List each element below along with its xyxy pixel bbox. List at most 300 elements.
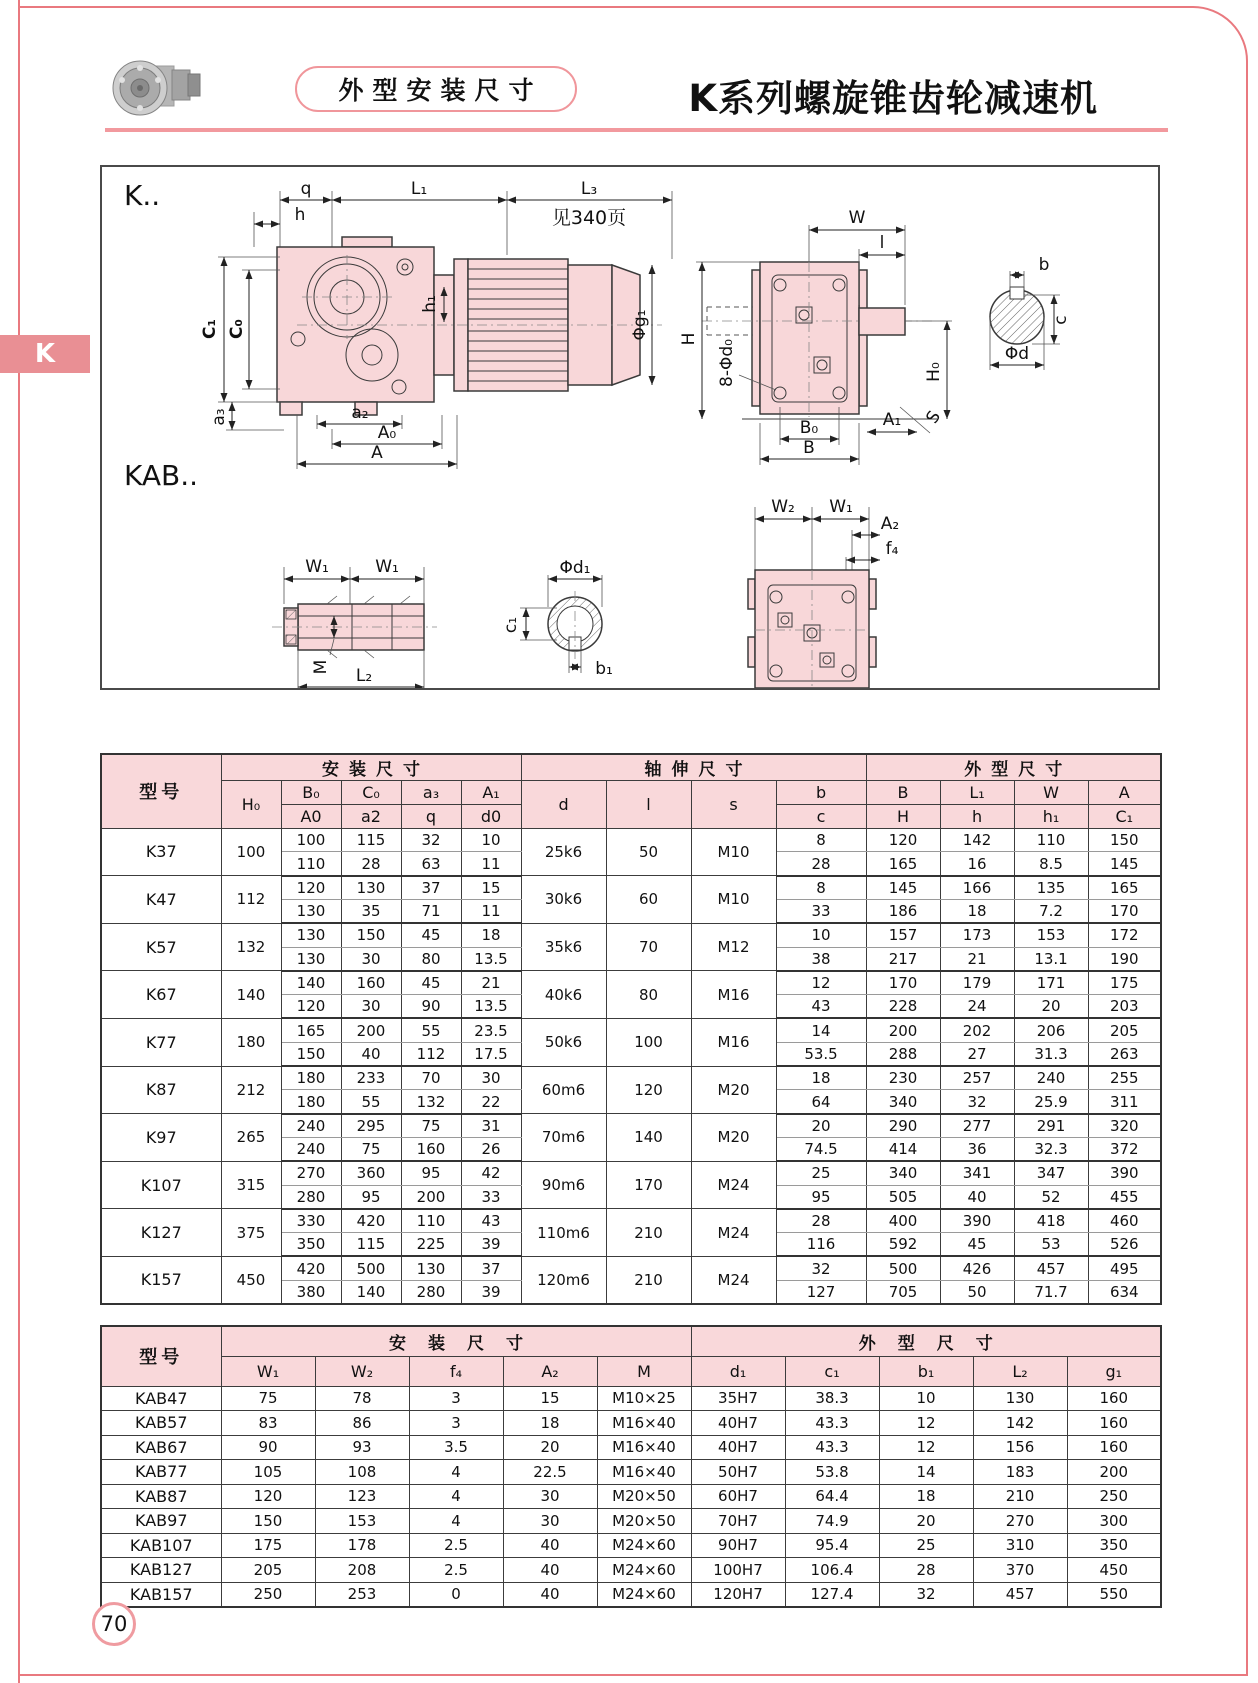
- value-cell: 4: [409, 1509, 503, 1534]
- dim-label-A1: A₁: [882, 410, 902, 430]
- col-header: l: [606, 781, 691, 829]
- value-cell: 160: [1067, 1386, 1161, 1411]
- value-cell: 60m6: [521, 1066, 606, 1114]
- value-cell: 130: [281, 923, 341, 947]
- value-cell: 311: [1088, 1090, 1161, 1114]
- col-header: C₁: [1088, 804, 1161, 828]
- value-cell: 17.5: [461, 1042, 521, 1066]
- value-cell: 20: [1014, 995, 1088, 1019]
- value-cell: 550: [1067, 1582, 1161, 1607]
- value-cell: M20×50: [597, 1484, 691, 1509]
- value-cell: 240: [1014, 1066, 1088, 1090]
- value-cell: 205: [221, 1558, 315, 1583]
- model-cell: KAB77: [101, 1460, 221, 1485]
- table-row: [101, 1435, 1161, 1460]
- value-cell: 53.8: [785, 1460, 879, 1485]
- model-cell: K67: [101, 971, 221, 1019]
- value-cell: M16: [691, 971, 776, 1019]
- value-cell: 18: [879, 1484, 973, 1509]
- value-cell: 80: [401, 947, 461, 971]
- value-cell: 0: [409, 1582, 503, 1607]
- value-cell: 414: [866, 1137, 940, 1161]
- value-cell: 7.2: [1014, 899, 1088, 923]
- dim-label-c: c: [1051, 315, 1071, 325]
- value-cell: 132: [401, 1090, 461, 1114]
- value-cell: 39: [461, 1280, 521, 1304]
- table-row: [101, 781, 1161, 805]
- value-cell: 32.3: [1014, 1137, 1088, 1161]
- dim-label-b: b: [1038, 255, 1050, 275]
- value-cell: 157: [866, 923, 940, 947]
- table-row: [101, 1161, 1161, 1185]
- value-cell: 350: [1067, 1533, 1161, 1558]
- value-cell: M24×60: [597, 1582, 691, 1607]
- technical-drawing: [102, 167, 1158, 688]
- value-cell: 32: [776, 1256, 866, 1280]
- value-cell: 37: [461, 1256, 521, 1280]
- value-cell: 43: [461, 1209, 521, 1233]
- value-cell: 25.9: [1014, 1090, 1088, 1114]
- value-cell: 160: [401, 1137, 461, 1161]
- value-cell: 200: [401, 1185, 461, 1209]
- value-cell: M16×40: [597, 1411, 691, 1436]
- table-row: [101, 1018, 1161, 1042]
- col-header: a2: [341, 804, 401, 828]
- model-cell: K37: [101, 828, 221, 876]
- value-cell: 390: [1088, 1161, 1161, 1185]
- value-cell: 288: [866, 1042, 940, 1066]
- value-cell: 210: [606, 1256, 691, 1304]
- value-cell: 2.5: [409, 1533, 503, 1558]
- value-cell: 28: [776, 1209, 866, 1233]
- value-cell: 180: [281, 1090, 341, 1114]
- value-cell: 150: [221, 1509, 315, 1534]
- value-cell: 150: [341, 923, 401, 947]
- table-row: [101, 1558, 1161, 1583]
- value-cell: 32: [940, 1090, 1014, 1114]
- value-cell: 14: [776, 1018, 866, 1042]
- value-cell: 257: [940, 1066, 1014, 1090]
- value-cell: 705: [866, 1280, 940, 1304]
- value-cell: 2.5: [409, 1558, 503, 1583]
- value-cell: 112: [221, 876, 281, 924]
- col-header: s: [691, 781, 776, 829]
- value-cell: 40: [940, 1185, 1014, 1209]
- value-cell: 100: [221, 828, 281, 876]
- col-header: B₀: [281, 781, 341, 805]
- value-cell: 8.5: [1014, 852, 1088, 876]
- model-cell: K87: [101, 1066, 221, 1114]
- value-cell: 505: [866, 1185, 940, 1209]
- value-cell: 202: [940, 1018, 1014, 1042]
- dim-label-f4: f₄: [885, 539, 899, 559]
- value-cell: 18: [940, 899, 1014, 923]
- model-cell: KAB47: [101, 1386, 221, 1411]
- value-cell: 150: [281, 1042, 341, 1066]
- k-dimension-table: [100, 753, 1162, 1305]
- value-cell: 526: [1088, 1233, 1161, 1257]
- table-row: [101, 971, 1161, 995]
- value-cell: 265: [221, 1114, 281, 1162]
- value-cell: 457: [973, 1582, 1067, 1607]
- value-cell: 170: [866, 971, 940, 995]
- value-cell: 200: [1067, 1460, 1161, 1485]
- table-row: [101, 1484, 1161, 1509]
- value-cell: 120: [866, 828, 940, 852]
- value-cell: 183: [973, 1460, 1067, 1485]
- value-cell: 153: [1014, 923, 1088, 947]
- value-cell: 110: [1014, 828, 1088, 852]
- value-cell: 20: [879, 1509, 973, 1534]
- value-cell: 175: [221, 1533, 315, 1558]
- value-cell: 35: [341, 899, 401, 923]
- value-cell: 277: [940, 1114, 1014, 1138]
- value-cell: 240: [281, 1114, 341, 1138]
- table-row: [101, 1460, 1161, 1485]
- model-cell: K57: [101, 923, 221, 971]
- value-cell: 30: [503, 1509, 597, 1534]
- model-cell: KAB67: [101, 1435, 221, 1460]
- group-header-outline: 外型尺寸: [691, 1326, 1161, 1356]
- col-header: M: [597, 1356, 691, 1386]
- value-cell: 35k6: [521, 923, 606, 971]
- col-header: A: [1088, 781, 1161, 805]
- value-cell: M24: [691, 1209, 776, 1257]
- col-header: b: [776, 781, 866, 805]
- table-row: [101, 1209, 1161, 1233]
- col-header: c₁: [785, 1356, 879, 1386]
- value-cell: 115: [341, 828, 401, 852]
- dim-label-A: A: [371, 443, 383, 463]
- col-header: A0: [281, 804, 341, 828]
- col-header: W₂: [315, 1356, 409, 1386]
- dim-label-W1-right: W₁: [375, 557, 399, 577]
- value-cell: 160: [1067, 1411, 1161, 1436]
- value-cell: 341: [940, 1161, 1014, 1185]
- value-cell: 20: [776, 1114, 866, 1138]
- value-cell: 45: [401, 971, 461, 995]
- value-cell: 95: [401, 1161, 461, 1185]
- value-cell: 140: [281, 971, 341, 995]
- value-cell: 634: [1088, 1280, 1161, 1304]
- value-cell: 135: [1014, 876, 1088, 900]
- value-cell: 40: [503, 1533, 597, 1558]
- value-cell: 206: [1014, 1018, 1088, 1042]
- dim-label-8-phi-d0: 8-Φd₀: [717, 339, 737, 387]
- value-cell: 30: [341, 995, 401, 1019]
- table-row: [101, 1066, 1161, 1090]
- col-header: L₁: [940, 781, 1014, 805]
- value-cell: 8: [776, 828, 866, 852]
- value-cell: 420: [281, 1256, 341, 1280]
- value-cell: 140: [221, 971, 281, 1019]
- value-cell: 75: [221, 1386, 315, 1411]
- value-cell: 315: [221, 1161, 281, 1209]
- value-cell: M24: [691, 1161, 776, 1209]
- dim-label-phi-d1: Φd₁: [559, 558, 591, 578]
- table-row: [101, 1582, 1161, 1607]
- value-cell: 63: [401, 852, 461, 876]
- value-cell: 170: [606, 1161, 691, 1209]
- dim-label-q: q: [300, 179, 312, 199]
- value-cell: 95: [776, 1185, 866, 1209]
- value-cell: 105: [221, 1460, 315, 1485]
- value-cell: 30: [341, 947, 401, 971]
- value-cell: 300: [1067, 1509, 1161, 1534]
- value-cell: 280: [401, 1280, 461, 1304]
- dim-label-a2: a₂: [351, 403, 369, 423]
- value-cell: 255: [1088, 1066, 1161, 1090]
- value-cell: 93: [315, 1435, 409, 1460]
- value-cell: 3: [409, 1411, 503, 1436]
- value-cell: 38.3: [785, 1386, 879, 1411]
- dim-label-phi-d: Φd: [1004, 344, 1030, 364]
- value-cell: 50: [606, 828, 691, 876]
- model-cell: KAB107: [101, 1533, 221, 1558]
- value-cell: 39: [461, 1233, 521, 1257]
- dim-label-B: B: [803, 438, 815, 458]
- col-header: B: [866, 781, 940, 805]
- col-header: a₃: [401, 781, 461, 805]
- value-cell: 592: [866, 1233, 940, 1257]
- value-cell: 203: [1088, 995, 1161, 1019]
- value-cell: 21: [461, 971, 521, 995]
- value-cell: 347: [1014, 1161, 1088, 1185]
- value-cell: 10: [776, 923, 866, 947]
- value-cell: 16: [940, 852, 1014, 876]
- group-header-install: 安装尺寸: [221, 754, 521, 781]
- value-cell: 60: [606, 876, 691, 924]
- value-cell: 32: [401, 828, 461, 852]
- value-cell: M20: [691, 1066, 776, 1114]
- model-cell: KAB97: [101, 1509, 221, 1534]
- col-header: H₀: [221, 781, 281, 829]
- value-cell: 13.5: [461, 947, 521, 971]
- col-header: b₁: [879, 1356, 973, 1386]
- value-cell: 130: [401, 1256, 461, 1280]
- value-cell: 90m6: [521, 1161, 606, 1209]
- value-cell: 120H7: [691, 1582, 785, 1607]
- value-cell: 40H7: [691, 1411, 785, 1436]
- value-cell: 270: [973, 1509, 1067, 1534]
- value-cell: 233: [341, 1066, 401, 1090]
- value-cell: M20×50: [597, 1509, 691, 1534]
- value-cell: M10: [691, 876, 776, 924]
- value-cell: 43.3: [785, 1435, 879, 1460]
- value-cell: 50k6: [521, 1018, 606, 1066]
- value-cell: 330: [281, 1209, 341, 1233]
- value-cell: 500: [341, 1256, 401, 1280]
- value-cell: 110m6: [521, 1209, 606, 1257]
- dim-label-h: h: [294, 205, 306, 225]
- group-header-shaft: 轴伸尺寸: [521, 754, 866, 781]
- value-cell: 360: [341, 1161, 401, 1185]
- model-cell: K97: [101, 1114, 221, 1162]
- value-cell: 11: [461, 852, 521, 876]
- dim-label-H0: H₀: [924, 362, 944, 382]
- value-cell: M16: [691, 1018, 776, 1066]
- col-header: L₂: [973, 1356, 1067, 1386]
- dim-label-M: M: [311, 659, 331, 675]
- value-cell: 50: [940, 1280, 1014, 1304]
- value-cell: 160: [1067, 1435, 1161, 1460]
- value-cell: 208: [315, 1558, 409, 1583]
- value-cell: 71.7: [1014, 1280, 1088, 1304]
- table-row: [101, 754, 1161, 781]
- dim-label-b1: b₁: [595, 659, 613, 679]
- value-cell: 145: [1088, 852, 1161, 876]
- value-cell: 132: [221, 923, 281, 971]
- page-title: K系列螺旋锥齿轮减速机: [688, 77, 1098, 120]
- value-cell: 64: [776, 1090, 866, 1114]
- value-cell: 190: [1088, 947, 1161, 971]
- value-cell: 100H7: [691, 1558, 785, 1583]
- value-cell: 173: [940, 923, 1014, 947]
- value-cell: 20: [503, 1435, 597, 1460]
- value-cell: M24: [691, 1256, 776, 1304]
- value-cell: 80: [606, 971, 691, 1019]
- col-header-model: 型号: [101, 1326, 221, 1386]
- value-cell: 127.4: [785, 1582, 879, 1607]
- value-cell: 38: [776, 947, 866, 971]
- col-header: q: [401, 804, 461, 828]
- group-header-outline: 外型尺寸: [866, 754, 1161, 781]
- value-cell: 171: [1014, 971, 1088, 995]
- value-cell: 37: [401, 876, 461, 900]
- value-cell: 110: [281, 852, 341, 876]
- value-cell: 140: [341, 1280, 401, 1304]
- value-cell: 75: [341, 1137, 401, 1161]
- value-cell: M10: [691, 828, 776, 876]
- value-cell: 112: [401, 1042, 461, 1066]
- value-cell: 240: [281, 1137, 341, 1161]
- value-cell: 15: [503, 1386, 597, 1411]
- value-cell: 140: [606, 1114, 691, 1162]
- value-cell: 30: [461, 1066, 521, 1090]
- value-cell: 120: [281, 876, 341, 900]
- value-cell: 420: [341, 1209, 401, 1233]
- col-header: W: [1014, 781, 1088, 805]
- value-cell: 180: [221, 1018, 281, 1066]
- value-cell: 74.5: [776, 1137, 866, 1161]
- value-cell: 153: [315, 1509, 409, 1534]
- value-cell: 295: [341, 1114, 401, 1138]
- value-cell: 280: [281, 1185, 341, 1209]
- table-row: [101, 876, 1161, 900]
- value-cell: 320: [1088, 1114, 1161, 1138]
- model-cell: KAB127: [101, 1558, 221, 1583]
- value-cell: 36: [940, 1137, 1014, 1161]
- value-cell: 170: [1088, 899, 1161, 923]
- value-cell: 457: [1014, 1256, 1088, 1280]
- value-cell: 120: [281, 995, 341, 1019]
- value-cell: 12: [776, 971, 866, 995]
- value-cell: 31.3: [1014, 1042, 1088, 1066]
- value-cell: 108: [315, 1460, 409, 1485]
- value-cell: 205: [1088, 1018, 1161, 1042]
- value-cell: 270: [281, 1161, 341, 1185]
- table-row: [101, 1533, 1161, 1558]
- value-cell: 18: [776, 1066, 866, 1090]
- value-cell: 127: [776, 1280, 866, 1304]
- dim-label-h1: h₁: [420, 295, 440, 313]
- value-cell: 130: [281, 899, 341, 923]
- value-cell: 90H7: [691, 1533, 785, 1558]
- value-cell: 172: [1088, 923, 1161, 947]
- value-cell: 70: [606, 923, 691, 971]
- value-cell: 13.1: [1014, 947, 1088, 971]
- model-cell: K47: [101, 876, 221, 924]
- value-cell: 70m6: [521, 1114, 606, 1162]
- dim-label-C0: C₀: [227, 319, 247, 339]
- value-cell: 70H7: [691, 1509, 785, 1534]
- value-cell: 22.5: [503, 1460, 597, 1485]
- dim-label-H: H: [679, 332, 699, 346]
- page-border-left: [18, 0, 20, 1683]
- dim-label-a3: a₃: [209, 408, 229, 426]
- value-cell: 31: [461, 1114, 521, 1138]
- value-cell: 165: [281, 1018, 341, 1042]
- dim-label-W2: W₂: [771, 497, 795, 517]
- value-cell: 21: [940, 947, 1014, 971]
- value-cell: 86: [315, 1411, 409, 1436]
- value-cell: 53: [1014, 1233, 1088, 1257]
- k-dimension-table-wrap: [100, 753, 1162, 1305]
- table-row: [101, 923, 1161, 947]
- value-cell: 55: [341, 1090, 401, 1114]
- value-cell: 130: [341, 876, 401, 900]
- col-header: g₁: [1067, 1356, 1161, 1386]
- value-cell: 150: [1088, 828, 1161, 852]
- col-header: C₀: [341, 781, 401, 805]
- value-cell: 390: [940, 1209, 1014, 1233]
- value-cell: 500: [866, 1256, 940, 1280]
- dim-label-A2: A₂: [880, 514, 900, 534]
- value-cell: M10×25: [597, 1386, 691, 1411]
- dim-label-W1-left: W₁: [305, 557, 329, 577]
- value-cell: 372: [1088, 1137, 1161, 1161]
- k-series-label: K..: [124, 179, 161, 212]
- value-cell: 130: [281, 947, 341, 971]
- value-cell: 120m6: [521, 1256, 606, 1304]
- value-cell: 42: [461, 1161, 521, 1185]
- col-header: h₁: [1014, 804, 1088, 828]
- value-cell: 156: [973, 1435, 1067, 1460]
- value-cell: 33: [776, 899, 866, 923]
- model-cell: K127: [101, 1209, 221, 1257]
- value-cell: 145: [866, 876, 940, 900]
- value-cell: 18: [461, 923, 521, 947]
- value-cell: 12: [879, 1411, 973, 1436]
- value-cell: 3.5: [409, 1435, 503, 1460]
- value-cell: 166: [940, 876, 1014, 900]
- header-underline: [105, 128, 1168, 132]
- value-cell: 110: [401, 1209, 461, 1233]
- model-cell: K157: [101, 1256, 221, 1304]
- value-cell: 45: [940, 1233, 1014, 1257]
- value-cell: 14: [879, 1460, 973, 1485]
- value-cell: 43: [776, 995, 866, 1019]
- value-cell: 370: [973, 1558, 1067, 1583]
- col-header: f₄: [409, 1356, 503, 1386]
- value-cell: 24: [940, 995, 1014, 1019]
- value-cell: 10: [879, 1386, 973, 1411]
- dim-label-L2: L₂: [355, 666, 373, 686]
- value-cell: 160: [341, 971, 401, 995]
- table-row: [101, 1356, 1161, 1386]
- dim-label-L3: L₃: [580, 179, 598, 199]
- value-cell: 228: [866, 995, 940, 1019]
